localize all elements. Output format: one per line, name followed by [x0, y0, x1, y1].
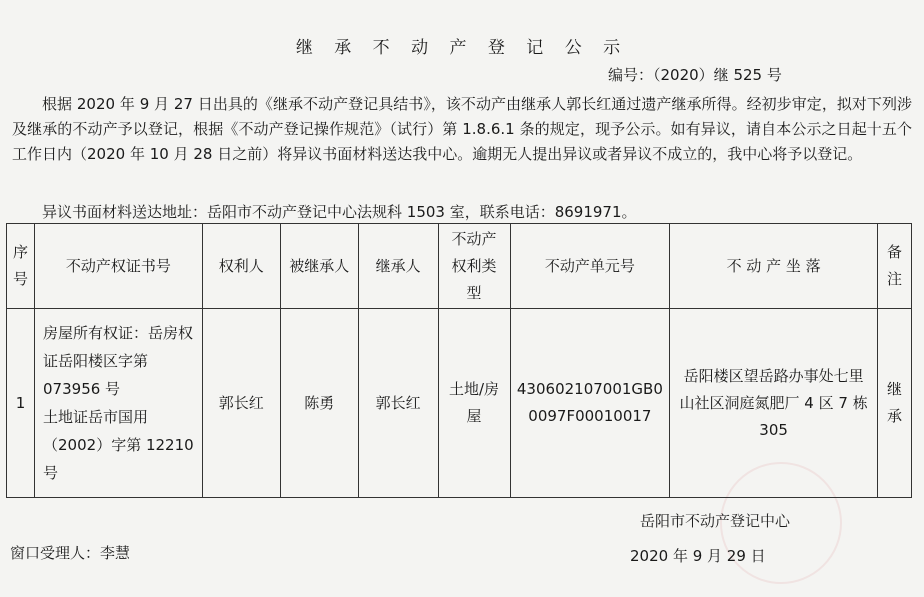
cert-no-house: 房屋所有权证：岳房权证岳阳楼区字第 073956 号: [43, 324, 194, 398]
table-header-row: [7, 224, 912, 309]
header-right-type: 不动产权利类型: [438, 224, 510, 309]
cert-no-land: 土地证岳市国用（2002）字第 12210 号: [43, 408, 194, 482]
issuing-organization: 岳阳市不动产登记中心: [640, 512, 791, 530]
header-cert-no: 不动产权证书号: [35, 224, 203, 309]
cell-heir: 郭长红: [358, 309, 438, 498]
header-holder: 权利人: [202, 224, 280, 309]
cell-remark: 继承: [877, 309, 911, 498]
header-location: 不 动 产 坐 落: [670, 224, 878, 309]
header-deceased: 被继承人: [280, 224, 358, 309]
cell-right-type: 土地/房屋: [438, 309, 510, 498]
header-heir: 继承人: [358, 224, 438, 309]
address-paragraph: 异议书面材料送达地址：岳阳市不动产登记中心法规科 1503 室，联系电话：8691971。: [42, 203, 637, 221]
notice-paragraph: 根据 2020 年 9 月 27 日出具的《继承不动产登记具结书》，该不动产由继承人郭长红通过遗产继承所得。经初步审定，拟对下列涉及继承的不动产予以登记，根据《不动产登记操作规范》（试行）第 1.8.6.1 条的规定，现予公示。如有异议，请自本公示之日起十五个工作日内（2020 年 10 月 28 日之前）将异议书面材料送达我中心。逾期无人提出异议或者异议不成立的，我中心将予以登记。: [12, 95, 912, 163]
table-row: [7, 309, 912, 498]
header-unit-no: 不动产单元号: [510, 224, 670, 309]
registration-table: [6, 223, 912, 498]
page-title: 继 承 不 动 产 登 记 公 示: [295, 38, 629, 58]
cell-holder: 郭长红: [202, 309, 280, 498]
header-seq: 序号: [7, 224, 35, 309]
header-remark: 备注: [877, 224, 911, 309]
issue-date: 2020 年 9 月 29 日: [630, 547, 766, 565]
cell-deceased: 陈勇: [280, 309, 358, 498]
window-clerk: 窗口受理人：李慧: [10, 544, 131, 562]
cell-location: 岳阳楼区望岳路办事处七里山社区洞庭氮肥厂 4 区 7 栋 305: [670, 309, 878, 498]
cell-unit-no: 430602107001GB00097F00010017: [510, 309, 670, 498]
cell-seq: 1: [7, 309, 35, 498]
document-number: 编号：（2020）继 525 号: [608, 66, 782, 84]
cell-cert-no: [35, 309, 203, 498]
